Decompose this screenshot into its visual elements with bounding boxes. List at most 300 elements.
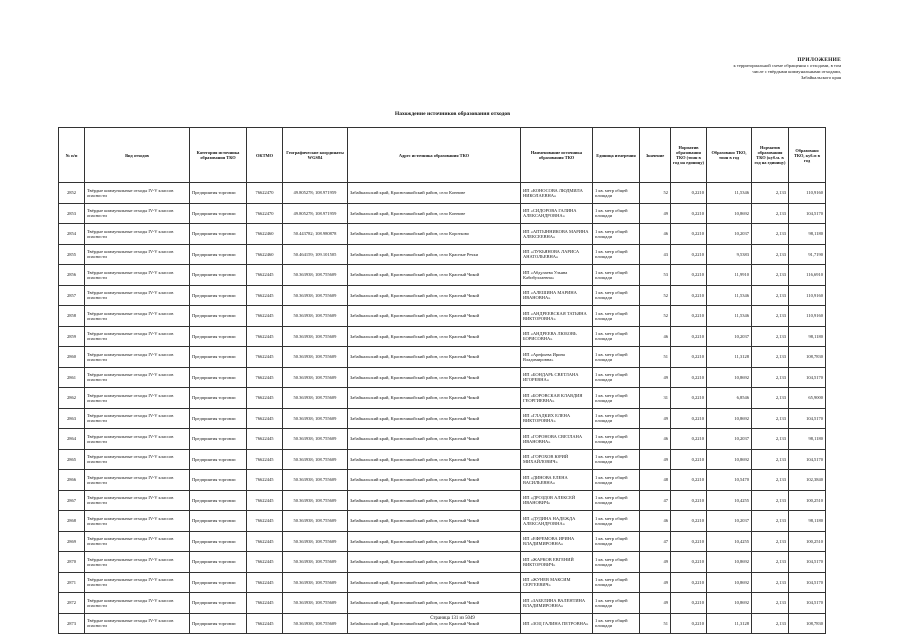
table-cell: 10,2037 bbox=[707, 511, 752, 532]
table-row bbox=[59, 552, 826, 573]
table-cell: 1 кв. метр общей площади bbox=[593, 285, 640, 306]
table-cell: Предприятия торговли bbox=[190, 470, 247, 491]
table-cell: 1 кв. метр общей площади bbox=[593, 306, 640, 327]
table-cell: ИП «АПТЫННИКОВА МАРИНА АЛЕКСЕЕВНА» bbox=[521, 224, 593, 245]
table-cell: 0,2210 bbox=[671, 224, 707, 245]
table-cell: Твёрдые коммунальные отходы IV-V классов опасности bbox=[85, 408, 190, 429]
table-cell: 43 bbox=[640, 244, 671, 265]
table-cell: Забайкальский край, Красночикойский район, село Красный Чикой bbox=[348, 511, 521, 532]
table-cell: 2,133 bbox=[752, 429, 789, 450]
table-cell: Твёрдые коммунальные отходы IV-V классов опасности bbox=[85, 572, 190, 593]
column-header: Образовано ТКО, тонн в год bbox=[707, 128, 752, 183]
table-cell: 49.805278; 108.971959 bbox=[283, 203, 348, 224]
table-cell: Забайкальский край, Красночикойский район, село Красный Чикой bbox=[348, 326, 521, 347]
table-cell: Твёрдые коммунальные отходы IV-V классов опасности bbox=[85, 203, 190, 224]
table-cell: Предприятия торговли bbox=[190, 511, 247, 532]
table-row bbox=[59, 285, 826, 306]
table-cell: ИП «Арефьева Ирина Владимировна» bbox=[521, 347, 593, 368]
table-cell: Предприятия торговли bbox=[190, 388, 247, 409]
table-cell: 50.363938; 108.755609 bbox=[283, 572, 348, 593]
table-header-row bbox=[59, 128, 826, 183]
table-cell: 2853 bbox=[59, 203, 85, 224]
table-cell: 0,2210 bbox=[671, 490, 707, 511]
table-cell: 2872 bbox=[59, 593, 85, 614]
table-cell: 2859 bbox=[59, 326, 85, 347]
table-cell: Предприятия торговли bbox=[190, 265, 247, 286]
table-cell: 1 кв. метр общей площади bbox=[593, 572, 640, 593]
table-cell: 2,133 bbox=[752, 183, 789, 204]
table-cell: 51 bbox=[640, 613, 671, 634]
table-cell: 10,2037 bbox=[707, 429, 752, 450]
table-body bbox=[59, 183, 826, 634]
table-cell: 1 кв. метр общей площади bbox=[593, 593, 640, 614]
table-cell: 98,1180 bbox=[789, 224, 826, 245]
table-cell: Предприятия торговли bbox=[190, 429, 247, 450]
table-cell: 1 кв. метр общей площади bbox=[593, 203, 640, 224]
table-cell: 104,5170 bbox=[789, 552, 826, 573]
table-cell: ИП «ДИНОВА ЕЛЕНА ВАСИЛЬЕВНА» bbox=[521, 470, 593, 491]
table-cell: 0,2210 bbox=[671, 183, 707, 204]
table-cell: 2,133 bbox=[752, 306, 789, 327]
table-cell: 0,2210 bbox=[671, 285, 707, 306]
table-cell: 1 кв. метр общей площади bbox=[593, 367, 640, 388]
table-cell: 2,133 bbox=[752, 285, 789, 306]
table-cell: 2862 bbox=[59, 388, 85, 409]
table-cell: 76622445 bbox=[247, 285, 283, 306]
table-cell: 100,2510 bbox=[789, 490, 826, 511]
table-row bbox=[59, 572, 826, 593]
table-cell: Твёрдые коммунальные отходы IV-V классов опасности bbox=[85, 326, 190, 347]
table-cell: 1 кв. метр общей площади bbox=[593, 408, 640, 429]
table-cell: 76622470 bbox=[247, 183, 283, 204]
column-header: № п/п bbox=[59, 128, 85, 183]
table-cell: 2,133 bbox=[752, 347, 789, 368]
table-cell: 76622445 bbox=[247, 347, 283, 368]
table-cell: Забайкальский край, Красночикойский район, село Коннове bbox=[348, 183, 521, 204]
table-cell: 2865 bbox=[59, 449, 85, 470]
table-cell: Твёрдые коммунальные отходы IV-V классов опасности bbox=[85, 449, 190, 470]
table-cell: 50.363938; 108.755609 bbox=[283, 367, 348, 388]
table-cell: 52 bbox=[640, 306, 671, 327]
table-cell: Забайкальский край, Красночикойский район, село Красный Чикой bbox=[348, 552, 521, 573]
table-cell: 2863 bbox=[59, 408, 85, 429]
table-cell: 0,2210 bbox=[671, 531, 707, 552]
table-cell: 2869 bbox=[59, 531, 85, 552]
table-cell: 10,8692 bbox=[707, 552, 752, 573]
table-cell: 51 bbox=[640, 347, 671, 368]
table-cell: Предприятия торговли bbox=[190, 203, 247, 224]
table-cell: Твёрдые коммунальные отходы IV-V классов опасности bbox=[85, 490, 190, 511]
table-cell: ИП «АЛЕШИНА МАРИНА ИВАНОВНА» bbox=[521, 285, 593, 306]
table-cell: 49 bbox=[640, 449, 671, 470]
table-cell: 10,8692 bbox=[707, 572, 752, 593]
table-cell: ИП «ЖУНЕВ МАКСИМ СЕРГЕЕВИЧ» bbox=[521, 572, 593, 593]
table-cell: 49 bbox=[640, 203, 671, 224]
table-cell: 98,1180 bbox=[789, 429, 826, 450]
table-cell: 6,8546 bbox=[707, 388, 752, 409]
column-header: Адрес источника образования ТКО bbox=[348, 128, 521, 183]
table-cell: 2,133 bbox=[752, 367, 789, 388]
table-cell: 10,4255 bbox=[707, 490, 752, 511]
table-cell: 76622445 bbox=[247, 306, 283, 327]
table-cell: Предприятия торговли bbox=[190, 490, 247, 511]
table-cell: 2,133 bbox=[752, 572, 789, 593]
table-cell: 49 bbox=[640, 367, 671, 388]
table-cell: Твёрдые коммунальные отходы IV-V классов опасности bbox=[85, 224, 190, 245]
column-header: Образовано ТКО, куб.м в год bbox=[789, 128, 826, 183]
table-cell: 2867 bbox=[59, 490, 85, 511]
table-row bbox=[59, 531, 826, 552]
table-cell: 76622445 bbox=[247, 490, 283, 511]
table-cell: 2868 bbox=[59, 511, 85, 532]
table-cell: 0,2210 bbox=[671, 429, 707, 450]
table-cell: Твёрдые коммунальные отходы IV-V классов опасности bbox=[85, 531, 190, 552]
table-cell: 76622445 bbox=[247, 408, 283, 429]
table-cell: 2860 bbox=[59, 347, 85, 368]
table-cell: 1 кв. метр общей площади bbox=[593, 470, 640, 491]
table-cell: 0,2210 bbox=[671, 347, 707, 368]
table-cell: Твёрдые коммунальные отходы IV-V классов опасности bbox=[85, 265, 190, 286]
table-cell: 1 кв. метр общей площади bbox=[593, 552, 640, 573]
table-cell: 10,4255 bbox=[707, 531, 752, 552]
table-cell: 104,5170 bbox=[789, 593, 826, 614]
table-cell: Забайкальский край, Красночикойский район, село Коннове bbox=[348, 203, 521, 224]
table-row bbox=[59, 224, 826, 245]
table-cell: 2,133 bbox=[752, 470, 789, 491]
table-cell: Забайкальский край, Красночикойский район, село Красный Чикой bbox=[348, 449, 521, 470]
table-cell: 2,133 bbox=[752, 224, 789, 245]
table-cell: 98,1180 bbox=[789, 511, 826, 532]
table-cell: 2854 bbox=[59, 224, 85, 245]
table-cell: 50.363938; 108.755609 bbox=[283, 388, 348, 409]
table-cell: 2858 bbox=[59, 306, 85, 327]
table-row bbox=[59, 429, 826, 450]
table-cell: 50.363938; 108.755609 bbox=[283, 552, 348, 573]
table-cell: 11,5346 bbox=[707, 285, 752, 306]
table-cell: 0,2210 bbox=[671, 408, 707, 429]
table-cell: Твёрдые коммунальные отходы IV-V классов опасности bbox=[85, 183, 190, 204]
table-cell: 76622445 bbox=[247, 593, 283, 614]
table-cell: 0,2210 bbox=[671, 367, 707, 388]
table-cell: 1 кв. метр общей площади bbox=[593, 265, 640, 286]
table-cell: 50.363938; 108.755609 bbox=[283, 326, 348, 347]
table-cell: 50.363938; 108.755609 bbox=[283, 347, 348, 368]
table-cell: 10,8692 bbox=[707, 449, 752, 470]
table-cell: 11,5346 bbox=[707, 306, 752, 327]
table-cell: 104,5170 bbox=[789, 572, 826, 593]
table-cell: 0,2210 bbox=[671, 470, 707, 491]
table-row bbox=[59, 183, 826, 204]
table-cell: 50.464159; 109.101505 bbox=[283, 244, 348, 265]
table-cell: 108,7830 bbox=[789, 347, 826, 368]
table-cell: 2,133 bbox=[752, 244, 789, 265]
table-cell: 2857 bbox=[59, 285, 85, 306]
table-cell: 2,133 bbox=[752, 490, 789, 511]
table-cell: 76622445 bbox=[247, 449, 283, 470]
table-cell: 2,133 bbox=[752, 265, 789, 286]
table-cell: Забайкальский край, Красночикойский район, село Красный Чикой bbox=[348, 388, 521, 409]
table-cell: 50.363938; 108.755609 bbox=[283, 265, 348, 286]
table-cell: 2,133 bbox=[752, 203, 789, 224]
table-cell: Предприятия торговли bbox=[190, 326, 247, 347]
table-cell: 2866 bbox=[59, 470, 85, 491]
table-cell: 0,2210 bbox=[671, 511, 707, 532]
column-header: Норматив образования ТКО (куб.м. в год на единицу) bbox=[752, 128, 789, 183]
table-cell: 46 bbox=[640, 511, 671, 532]
table-cell: Забайкальский край, Красночикойский район, село Красный Чикой bbox=[348, 531, 521, 552]
table-cell: 110,9160 bbox=[789, 285, 826, 306]
column-header: Категория источника образования ТКО bbox=[190, 128, 247, 183]
table-cell: 2,133 bbox=[752, 388, 789, 409]
table-cell: 49 bbox=[640, 593, 671, 614]
table-cell: 98,1180 bbox=[789, 326, 826, 347]
table-cell: 53 bbox=[640, 265, 671, 286]
table-cell: 50.443782; 108.980878 bbox=[283, 224, 348, 245]
table-cell: 0,2210 bbox=[671, 449, 707, 470]
table-cell: 102,3840 bbox=[789, 470, 826, 491]
table-cell: ИП «ГЛАДКИХ ЕЛЕНА ВИКТОРОВНА» bbox=[521, 408, 593, 429]
table-cell: Забайкальский край, Красночикойский район, село Красный Чикой bbox=[348, 306, 521, 327]
table-cell: ИП «ЕФРЕМОВА ИРИНА ВЛАДИМИРОВНА» bbox=[521, 531, 593, 552]
table-cell: ИП «БОРОВСКАЯ КЛАВДИЯ ГЕОРГИЕВНА» bbox=[521, 388, 593, 409]
table-cell: 76622445 bbox=[247, 572, 283, 593]
table-cell: 76622460 bbox=[247, 244, 283, 265]
column-header: Вид отходов bbox=[85, 128, 190, 183]
table-cell: 10,8692 bbox=[707, 203, 752, 224]
table-row bbox=[59, 244, 826, 265]
table-cell: ИП «ЛУКЬЯНОВА ЛАРИСА АНАТОЛЬЕВНА» bbox=[521, 244, 593, 265]
table-cell: 1 кв. метр общей площади bbox=[593, 429, 640, 450]
table-cell: 50.363938; 108.755609 bbox=[283, 429, 348, 450]
table-row bbox=[59, 367, 826, 388]
column-header: Наименование источника образования ТКО bbox=[521, 128, 593, 183]
table-cell: Забайкальский край, Красночикойский район, село Красный Чикой bbox=[348, 490, 521, 511]
table-cell: 0,2210 bbox=[671, 203, 707, 224]
table-cell: Твёрдые коммунальные отходы IV-V классов опасности bbox=[85, 511, 190, 532]
table-cell: 2873 bbox=[59, 613, 85, 634]
table-cell: Предприятия торговли bbox=[190, 367, 247, 388]
table-cell: 76622445 bbox=[247, 511, 283, 532]
table-cell: 49 bbox=[640, 572, 671, 593]
table-cell: 2,133 bbox=[752, 613, 789, 634]
table-cell: Предприятия торговли bbox=[190, 224, 247, 245]
table-cell: Твёрдые коммунальные отходы IV-V классов опасности bbox=[85, 285, 190, 306]
table-cell: Предприятия торговли bbox=[190, 572, 247, 593]
table-row bbox=[59, 203, 826, 224]
column-header: Географические координаты WGS84 bbox=[283, 128, 348, 183]
table-row bbox=[59, 593, 826, 614]
table-cell: Твёрдые коммунальные отходы IV-V классов опасности bbox=[85, 552, 190, 573]
table-cell: Твёрдые коммунальные отходы IV-V классов опасности bbox=[85, 388, 190, 409]
table-cell: 48 bbox=[640, 470, 671, 491]
appendix-line: к территориальной схеме обращения с отходами, в том bbox=[733, 63, 841, 68]
table-cell: Твёрдые коммунальные отходы IV-V классов опасности bbox=[85, 613, 190, 634]
table-cell: 2871 bbox=[59, 572, 85, 593]
table-cell: Предприятия торговли bbox=[190, 449, 247, 470]
table-cell: 9,5383 bbox=[707, 244, 752, 265]
table-row bbox=[59, 265, 826, 286]
table-cell: 49 bbox=[640, 408, 671, 429]
table-cell: 0,2210 bbox=[671, 613, 707, 634]
table-cell: Предприятия торговли bbox=[190, 244, 247, 265]
table-cell: 104,5170 bbox=[789, 367, 826, 388]
table-cell: ИП «ГОРОХОВ ЮРИЙ МИХАЙЛОВИЧ» bbox=[521, 449, 593, 470]
table-cell: 1 кв. метр общей площади bbox=[593, 613, 640, 634]
table-cell: 1 кв. метр общей площади bbox=[593, 388, 640, 409]
table-cell: 110,9160 bbox=[789, 183, 826, 204]
table-cell: Предприятия торговли bbox=[190, 306, 247, 327]
table-row bbox=[59, 511, 826, 532]
appendix-block bbox=[681, 57, 841, 81]
table-cell: 76622445 bbox=[247, 613, 283, 634]
table-cell: Предприятия торговли bbox=[190, 552, 247, 573]
table-cell: 50.363938; 108.755609 bbox=[283, 285, 348, 306]
table-cell: 2,133 bbox=[752, 408, 789, 429]
table-cell: 11,3128 bbox=[707, 347, 752, 368]
table-cell: ИП «ДРОЗДОВ АЛЕКСЕЙ ИВАНОВИЧ» bbox=[521, 490, 593, 511]
table-cell: 76622445 bbox=[247, 470, 283, 491]
table-cell: 50.363938; 108.755609 bbox=[283, 593, 348, 614]
table-cell: 76622445 bbox=[247, 429, 283, 450]
table-cell: Забайкальский край, Красночикойский район, село Коротково bbox=[348, 224, 521, 245]
table-cell: 0,2210 bbox=[671, 326, 707, 347]
table-cell: ИП «АНДРЕЕВА ЛЮБОВЬ БОРИСОВНА» bbox=[521, 326, 593, 347]
table-cell: 1 кв. метр общей площади bbox=[593, 490, 640, 511]
table-cell: 1 кв. метр общей площади bbox=[593, 244, 640, 265]
table-cell: 1 кв. метр общей площади bbox=[593, 347, 640, 368]
table-cell: 11,9910 bbox=[707, 265, 752, 286]
table-cell: ИП «ДУДИНА НАДЕЖДА АЛЕКСАНДРОВНА» bbox=[521, 511, 593, 532]
appendix-line: Забайкальского края bbox=[800, 75, 841, 80]
table-cell: ИП «СИДОРОВА ГАЛИНА АЛЕКСАНДРОВНА» bbox=[521, 203, 593, 224]
table-row bbox=[59, 490, 826, 511]
table-cell: 76622445 bbox=[247, 367, 283, 388]
table-cell: Забайкальский край, Красночикойский район, село Красный Чикой bbox=[348, 572, 521, 593]
table-cell: 47 bbox=[640, 531, 671, 552]
table-cell: 65,9000 bbox=[789, 388, 826, 409]
table-cell: Твёрдые коммунальные отходы IV-V классов опасности bbox=[85, 470, 190, 491]
table-cell: Твёрдые коммунальные отходы IV-V классов опасности bbox=[85, 593, 190, 614]
sources-table bbox=[58, 127, 826, 634]
table-cell: 0,2210 bbox=[671, 244, 707, 265]
table-cell: 0,2210 bbox=[671, 265, 707, 286]
table-cell: 2864 bbox=[59, 429, 85, 450]
table-cell: 76622445 bbox=[247, 265, 283, 286]
table-cell: Забайкальский край, Красночикойский район, село Красный Чикой bbox=[348, 285, 521, 306]
table-cell: 2861 bbox=[59, 367, 85, 388]
table-cell: 2852 bbox=[59, 183, 85, 204]
table-cell: 2,133 bbox=[752, 326, 789, 347]
page-title: Нахождение источников образования отходов bbox=[394, 111, 511, 117]
table-cell: Забайкальский край, Красночикойский район, село Красный Чикой bbox=[348, 613, 521, 634]
table-cell: 46 bbox=[640, 224, 671, 245]
table-cell: 2,133 bbox=[752, 531, 789, 552]
table-cell: 11,3128 bbox=[707, 613, 752, 634]
table-cell: 49.805278; 108.971959 bbox=[283, 183, 348, 204]
table-cell: Твёрдые коммунальные отходы IV-V классов опасности bbox=[85, 429, 190, 450]
table-row bbox=[59, 470, 826, 491]
table-cell: Забайкальский край, Красночикойский район, село Красный Чикой bbox=[348, 429, 521, 450]
table-cell: 11,5346 bbox=[707, 183, 752, 204]
table-row bbox=[59, 388, 826, 409]
table-row bbox=[59, 408, 826, 429]
table-cell: 76622445 bbox=[247, 531, 283, 552]
column-header: Норматив образования ТКО (тонн в год на единицу) bbox=[671, 128, 707, 183]
table-cell: Забайкальский край, Красночикойский район, село Красный Чикой bbox=[348, 367, 521, 388]
table-cell: Предприятия торговли bbox=[190, 613, 247, 634]
table-cell: ИП «ЖАРКОВ ЕВГЕНИЙ ВИКТОРОВИЧ» bbox=[521, 552, 593, 573]
table-cell: ИП «ЗОЦ ГАЛИНА ПЕТРОВНА» bbox=[521, 613, 593, 634]
table-cell: 2,133 bbox=[752, 552, 789, 573]
column-header: Единица измерения bbox=[593, 128, 640, 183]
table-cell: 108,7830 bbox=[789, 613, 826, 634]
appendix-title: ПРИЛОЖЕНИЕ bbox=[797, 57, 841, 63]
table-cell: 52 bbox=[640, 183, 671, 204]
table-cell: Забайкальский край, Красночикойский район, село Красные Речки bbox=[348, 244, 521, 265]
table-cell: 1 кв. метр общей площади bbox=[593, 326, 640, 347]
table-cell: 91,7190 bbox=[789, 244, 826, 265]
table-cell: 104,5170 bbox=[789, 203, 826, 224]
table-cell: 76622460 bbox=[247, 224, 283, 245]
table-cell: 10,8692 bbox=[707, 408, 752, 429]
table-cell: 50.363938; 108.755609 bbox=[283, 511, 348, 532]
table-cell: ИП «ГОРОНОВА СВЕТЛАНА ИВАНОВНА» bbox=[521, 429, 593, 450]
table-row bbox=[59, 449, 826, 470]
table-cell: 100,2510 bbox=[789, 531, 826, 552]
column-header: ОКТМО bbox=[247, 128, 283, 183]
table-cell: Предприятия торговли bbox=[190, 593, 247, 614]
table-cell: ИП «КОНОСОВА ЛЮДМИЛА НИКОЛАЕВНА» bbox=[521, 183, 593, 204]
table-cell: 0,2210 bbox=[671, 593, 707, 614]
page-footer: Страница 131 из 5049 bbox=[430, 616, 475, 621]
table-cell: 76622445 bbox=[247, 388, 283, 409]
table-cell: 10,8692 bbox=[707, 367, 752, 388]
table-row bbox=[59, 347, 826, 368]
table-cell: 49 bbox=[640, 552, 671, 573]
table-cell: Забайкальский край, Красночикойский район, село Красный Чикой bbox=[348, 265, 521, 286]
table-cell: 50.363938; 108.755609 bbox=[283, 470, 348, 491]
table-cell: 116,6910 bbox=[789, 265, 826, 286]
table-cell: 50.363938; 108.755609 bbox=[283, 306, 348, 327]
table-cell: 2855 bbox=[59, 244, 85, 265]
table-cell: 10,2037 bbox=[707, 326, 752, 347]
table-cell: 0,2210 bbox=[671, 306, 707, 327]
table-cell: Предприятия торговли bbox=[190, 347, 247, 368]
table-cell: 10,5470 bbox=[707, 470, 752, 491]
table-cell: ИП «Абдулаева Ульяна Кабибуллаевна» bbox=[521, 265, 593, 286]
table-cell: Забайкальский край, Красночикойский район, село Красный Чикой bbox=[348, 347, 521, 368]
table-cell: 1 кв. метр общей площади bbox=[593, 511, 640, 532]
table-cell: 1 кв. метр общей площади bbox=[593, 531, 640, 552]
table-cell: 76622470 bbox=[247, 203, 283, 224]
table-cell: Твёрдые коммунальные отходы IV-V классов опасности bbox=[85, 306, 190, 327]
table-cell: 2,133 bbox=[752, 511, 789, 532]
table-cell: 47 bbox=[640, 490, 671, 511]
table-row bbox=[59, 306, 826, 327]
table-cell: 2,133 bbox=[752, 593, 789, 614]
table-cell: 31 bbox=[640, 388, 671, 409]
table-cell: 0,2210 bbox=[671, 572, 707, 593]
table-cell: Предприятия торговли bbox=[190, 183, 247, 204]
table-cell: 50.363938; 108.755609 bbox=[283, 613, 348, 634]
table-cell: Твёрдые коммунальные отходы IV-V классов опасности bbox=[85, 244, 190, 265]
table-cell: Твёрдые коммунальные отходы IV-V классов опасности bbox=[85, 367, 190, 388]
table-cell: Предприятия торговли bbox=[190, 285, 247, 306]
table-cell: 104,5170 bbox=[789, 408, 826, 429]
table-cell: 1 кв. метр общей площади bbox=[593, 449, 640, 470]
appendix-line: числе с твёрдыми коммунальными отходами, bbox=[752, 69, 841, 74]
table-cell: 46 bbox=[640, 326, 671, 347]
